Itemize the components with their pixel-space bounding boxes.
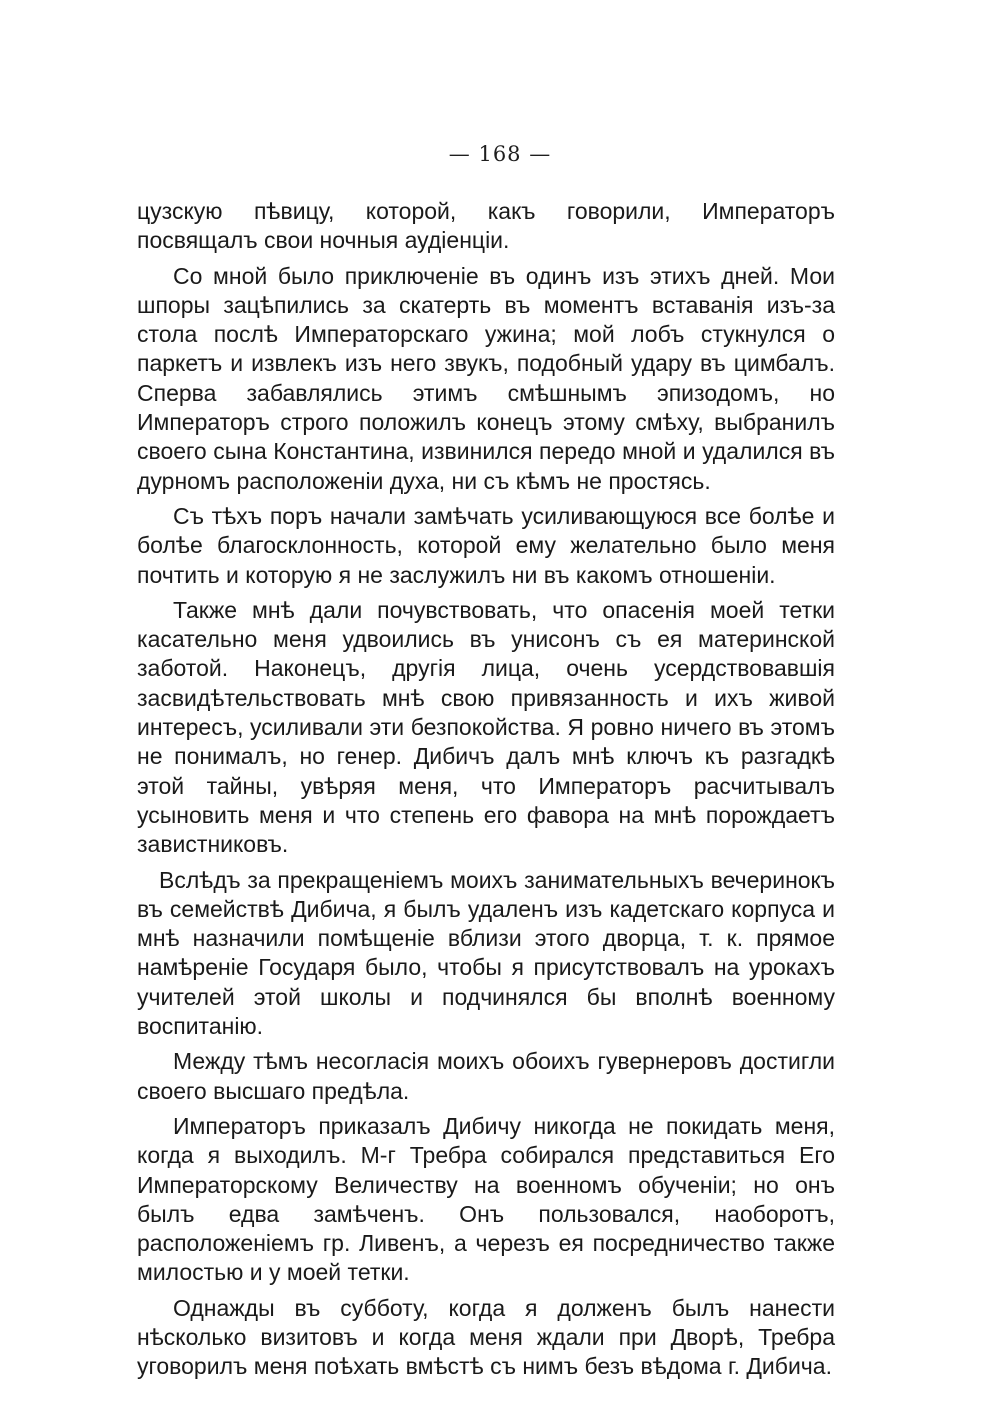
paragraph-4: Также мнѣ дали почувствовать, что опасенія моей тетки касательно меня удвоились въ унисонъ съ ея материнской заботой. Наконецъ, другія лица, очень усердствовавшія засвидѣтельствовать мнѣ свою привязанность и ихъ живой интересъ, усиливали эти безпокойства. Я ровно ничего въ этомъ не понималъ, но генер. Дибичъ далъ мнѣ ключъ къ разгадкѣ этой тайны, увѣряя меня, что Императоръ расчитывалъ усыновить меня и что степень его фавора на мнѣ порождаетъ завистниковъ. bbox=[137, 596, 835, 858]
body-text bbox=[137, 197, 835, 1382]
paragraph-5: Вслѣдъ за прекращеніемъ моихъ занимательныхъ вечеринокъ въ семействѣ Дибича, я былъ удаленъ изъ кадетскаго корпуса и мнѣ назначили помѣщеніе вблизи этого дворца, т. к. прямое намѣреніе Государя было, чтобы я присутствовалъ на урокахъ учителей этой школы и подчинялся бы вполнѣ военному воспитанію. bbox=[137, 866, 835, 1040]
paragraph-6: Между тѣмъ несогласія моихъ обоихъ гувернеровъ достигли своего высшаго предѣла. bbox=[137, 1048, 835, 1104]
paragraph-1: цузскую пѣвицу, которой, какъ говорили, Императоръ посвящалъ свои ночныя аудіенціи. bbox=[137, 198, 835, 254]
paragraph-8: Однажды въ субботу, когда я долженъ былъ нанести нѣсколько визитовъ и когда меня ждали при Дворѣ, Требра уговорилъ меня поѣхать вмѣстѣ съ нимъ безъ вѣдома г. Дибича. bbox=[137, 1294, 835, 1380]
paragraph-7: Императоръ приказалъ Дибичу никогда не покидать меня, когда я выходилъ. М-г Требра собирался представиться Его Императорскому Величеству на военномъ обученіи; но онъ былъ едва замѣченъ. Онъ пользовался, наоборотъ, расположеніемъ гр. Ливенъ, а черезъ ея посредничество также милостью и у моей тетки. bbox=[137, 1112, 835, 1286]
paragraph-2: Со мной было приключеніе въ одинъ изъ этихъ дней. Мои шпоры зацѣпились за скатерть въ моментъ вставанія изъ-за стола послѣ Императорскаго ужина; мой лобъ стукнулся о паркетъ и извлекъ изъ него звукъ, подобный удару въ цимбалъ. Сперва забавлялись этимъ смѣшнымъ эпизодомъ, но Императоръ строго положилъ конецъ этому смѣху, выбранилъ своего сына Константина, извинился передо мной и удалился въ дурномъ расположеніи духа, ни съ кѣмъ не простясь. bbox=[137, 262, 835, 494]
paragraph-3: Съ тѣхъ поръ начали замѣчать усиливающуюся все болѣе и болѣе благосклонность, которой ему желательно было меня почтить и которую я не заслужилъ ни въ какомъ отношеніи. bbox=[137, 502, 835, 588]
page-number: — 168 — bbox=[448, 142, 552, 166]
